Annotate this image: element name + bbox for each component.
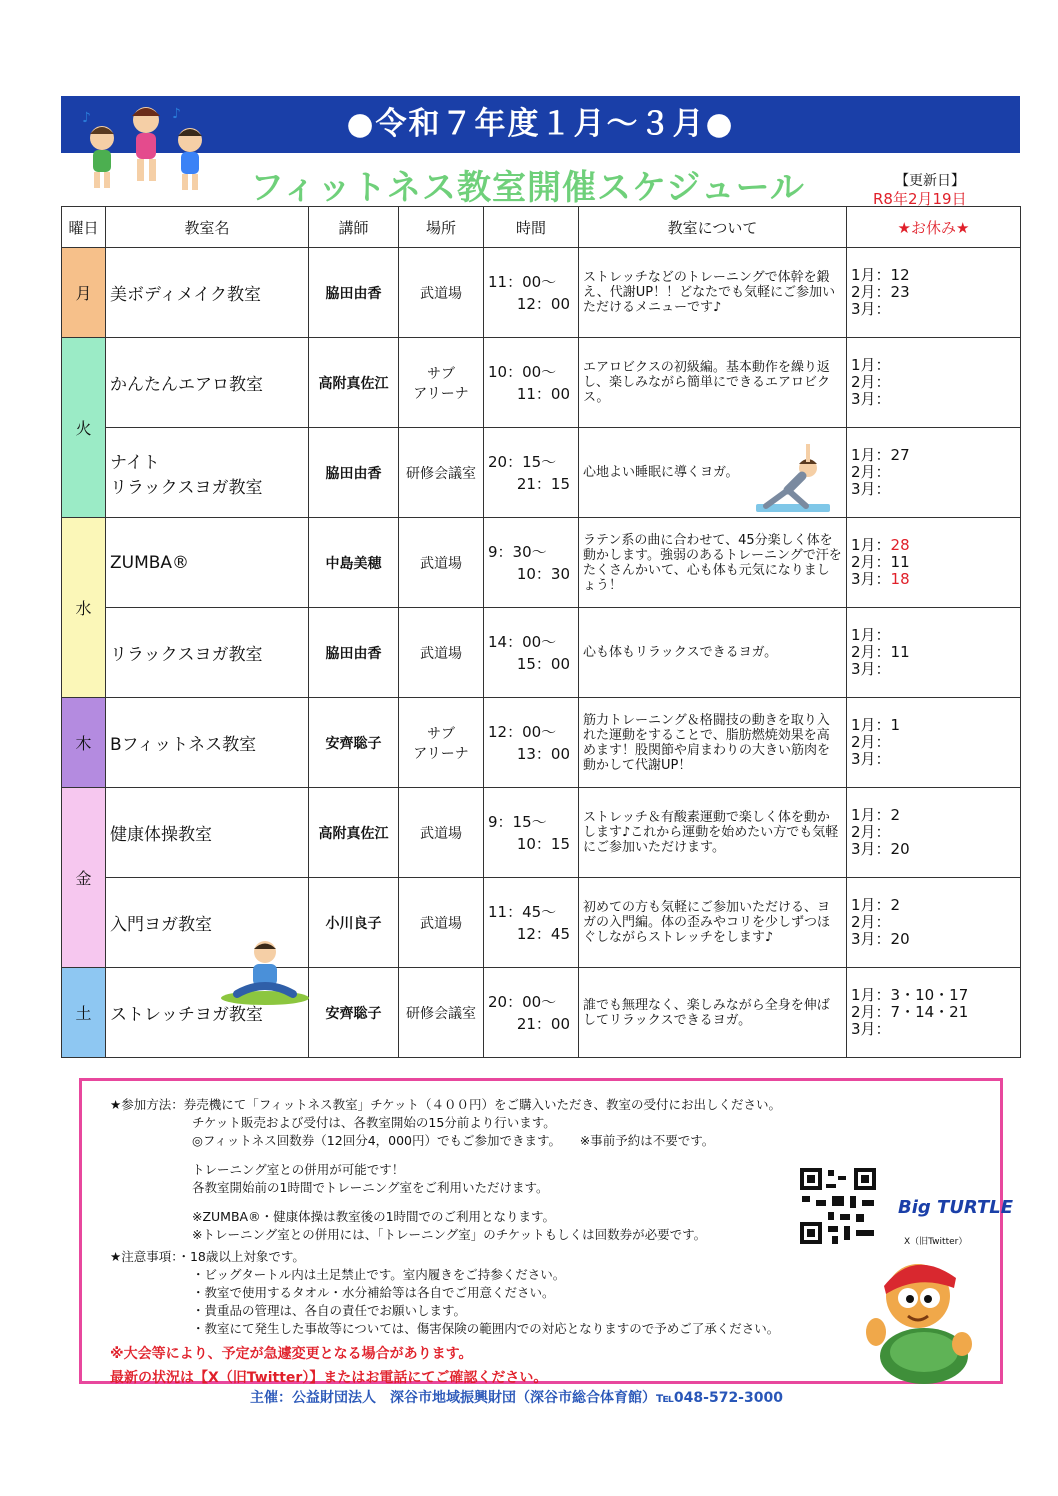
- table-row: [62, 788, 1021, 878]
- time-slot: [484, 248, 579, 338]
- holiday-line: [851, 734, 1020, 751]
- class-name: ストレッチヨガ教室: [106, 968, 309, 1058]
- holiday-month: 3月：: [851, 930, 891, 948]
- class-description: エアロビクスの初級編。基本動作を繰り返し、楽しみながら簡単にできるエアロビクス。: [579, 338, 847, 428]
- holiday-month: 3月：: [851, 570, 891, 588]
- warning-check-latest: 最新の状況は【X（旧Twitter）】またはお電話にてご確認ください。: [110, 1370, 548, 1386]
- yoga-pose-illustration: [752, 438, 832, 516]
- holiday-month: 2月：: [851, 823, 891, 841]
- holiday-line: [851, 841, 1020, 858]
- class-description: 心地よい睡眠に導くヨガ。: [579, 428, 847, 518]
- holiday-list: [847, 248, 1021, 338]
- holiday-line: [851, 1004, 1020, 1021]
- holiday-month: 2月：: [851, 283, 891, 301]
- holiday-month: 1月：: [851, 536, 891, 554]
- time-end: 15：00: [516, 654, 570, 673]
- holiday-month: 1月：: [851, 986, 891, 1004]
- time-slot: [484, 788, 579, 878]
- table-row: [62, 608, 1021, 698]
- location: サブ アリーナ: [399, 338, 484, 428]
- time-start: 11：45～: [488, 902, 557, 921]
- holiday-month: 2月：: [851, 553, 891, 571]
- running-kids-illustration: [72, 100, 222, 200]
- time-end: 10：30: [516, 564, 570, 583]
- info-line: ・ビッグタートル内は土足禁止です。室内履きをご持参ください。: [192, 1267, 566, 1282]
- holiday-line: [851, 357, 1020, 374]
- holiday-line: [851, 301, 1020, 318]
- info-line: ※ZUMBA®・健康体操は教室後の1時間でのご利用となります。: [192, 1209, 556, 1224]
- day-cell: 木: [62, 698, 106, 788]
- location: 武道場: [399, 248, 484, 338]
- day-cell: 土: [62, 968, 106, 1058]
- holiday-month: 3月：: [851, 750, 891, 768]
- holiday-line: [851, 1021, 1020, 1038]
- info-line: ・教室にて発生した事故等については、傷害保険の範囲内での対応となりますので予めご了承ください。: [192, 1321, 780, 1336]
- holiday-month: 2月：: [851, 733, 891, 751]
- svg-text:♪: ♪: [172, 106, 181, 122]
- class-description: ストレッチなどのトレーニングで体幹を鍛え、代謝UP！！どなたでも気軽にご参加いただけるメニューです♪: [579, 248, 847, 338]
- holiday-line: [851, 931, 1020, 948]
- holiday-month: 1月：: [851, 806, 891, 824]
- info-line: ★参加方法：券売機にて「フィットネス教室」チケット（４００円）をご購入いただき、教室の受付にお出しください。: [110, 1097, 781, 1112]
- header-day: 曜日: [62, 207, 106, 248]
- time-start: 9：30～: [488, 542, 547, 561]
- holiday-days: 11: [890, 643, 910, 661]
- holiday-month: 1月：: [851, 266, 891, 284]
- table-row: [62, 968, 1021, 1058]
- holiday-days: 3・10・17: [890, 986, 969, 1004]
- holiday-days: 27: [890, 446, 910, 464]
- holiday-month: 1月：: [851, 626, 891, 644]
- holiday-line: [851, 267, 1020, 284]
- updated-date: R8年2月19日: [873, 190, 967, 208]
- holiday-line: [851, 661, 1020, 678]
- holiday-days: 2: [890, 806, 901, 824]
- holiday-month: 3月：: [851, 390, 891, 408]
- time-end: 12：45: [516, 924, 570, 943]
- table-row: [62, 248, 1021, 338]
- holiday-line: [851, 751, 1020, 768]
- table-row: [62, 428, 1021, 518]
- holiday-month: 3月：: [851, 840, 891, 858]
- location: 武道場: [399, 518, 484, 608]
- holiday-month: 2月：: [851, 373, 891, 391]
- holiday-line: [851, 914, 1020, 931]
- header-about: 教室について: [579, 207, 847, 248]
- class-description: 筋力トレーニング＆格闘技の動きを取り入れた運動をすることで、脂肪燃焼効果を高めます！股関節や肩まわりの大きい筋肉を動かして代謝UP！: [579, 698, 847, 788]
- class-description: ストレッチ＆有酸素運動で楽しく体を動かします♪これから運動を始めたい方でも気軽にご参加いただけます。: [579, 788, 847, 878]
- holiday-days: 2: [890, 896, 901, 914]
- holiday-line: [851, 717, 1020, 734]
- holiday-days: 11: [890, 553, 910, 571]
- info-line: ・教室で使用するタオル・水分補給等は各自でご用意ください。: [192, 1285, 555, 1300]
- location: 武道場: [399, 788, 484, 878]
- class-name: 美ボディメイク教室: [106, 248, 309, 338]
- time-start: 20：00～: [488, 992, 557, 1011]
- location: 武道場: [399, 878, 484, 968]
- holiday-days: 18: [890, 570, 910, 588]
- time-start: 12：00～: [488, 722, 557, 741]
- holiday-month: 2月：: [851, 1003, 891, 1021]
- holiday-month: 2月：: [851, 643, 891, 661]
- holiday-line: [851, 284, 1020, 301]
- info-line: ★注意事項：・18歳以上対象です。: [110, 1249, 305, 1264]
- class-name: 健康体操教室: [106, 788, 309, 878]
- holiday-line: [851, 464, 1020, 481]
- holiday-month: 3月：: [851, 660, 891, 678]
- holiday-list: [847, 608, 1021, 698]
- time-end: 11：00: [516, 384, 570, 403]
- holiday-month: 1月：: [851, 716, 891, 734]
- info-line: ※トレーニング室との併用には、「トレーニング室」のチケットもしくは回数券が必要です。: [192, 1227, 707, 1242]
- holiday-line: [851, 447, 1020, 464]
- holiday-list: [847, 968, 1021, 1058]
- holiday-line: [851, 537, 1020, 554]
- holiday-line: [851, 824, 1020, 841]
- holiday-month: 2月：: [851, 913, 891, 931]
- day-cell: 金: [62, 788, 106, 968]
- instructor: 高附真佐江: [309, 788, 399, 878]
- time-end: 12：00: [516, 294, 570, 313]
- time-start: 10：00～: [488, 362, 557, 381]
- holiday-line: [851, 987, 1020, 1004]
- instructor: 小川良子: [309, 878, 399, 968]
- time-start: 11：00～: [488, 272, 557, 291]
- time-slot: [484, 338, 579, 428]
- location: 武道場: [399, 608, 484, 698]
- holiday-line: [851, 627, 1020, 644]
- time-slot: [484, 968, 579, 1058]
- info-line: チケット販売および受付は、各教室開始の15分前より行います。: [192, 1115, 556, 1130]
- header-holidays: ★お休み★: [847, 207, 1021, 248]
- table-row: [62, 338, 1021, 428]
- instructor: 安齊聡子: [309, 698, 399, 788]
- svg-text:♪: ♪: [82, 110, 91, 126]
- day-cell: 月: [62, 248, 106, 338]
- instructor: 高附真佐江: [309, 338, 399, 428]
- big-turtle-logo: Big TURTLE: [898, 1197, 1014, 1218]
- time-slot: [484, 698, 579, 788]
- location: 研修会議室: [399, 428, 484, 518]
- header-place: 場所: [399, 207, 484, 248]
- location: サブ アリーナ: [399, 698, 484, 788]
- header-class: 教室名: [106, 207, 309, 248]
- holiday-line: [851, 807, 1020, 824]
- time-start: 20：15～: [488, 452, 557, 471]
- holiday-list: [847, 428, 1021, 518]
- holiday-month: 1月：: [851, 896, 891, 914]
- time-start: 14：00～: [488, 632, 557, 651]
- holiday-line: [851, 481, 1020, 498]
- holiday-list: [847, 338, 1021, 428]
- qr-code[interactable]: [798, 1166, 878, 1246]
- location: 研修会議室: [399, 968, 484, 1058]
- info-line: 各教室開始前の1時間でトレーニング室をご利用いただけます。: [192, 1180, 549, 1195]
- holiday-list: [847, 878, 1021, 968]
- holiday-days: 20: [890, 840, 910, 858]
- holiday-list: [847, 788, 1021, 878]
- class-name: ZUMBA®: [106, 518, 309, 608]
- holiday-line: [851, 554, 1020, 571]
- class-description: 心も体もリラックスできるヨガ。: [579, 608, 847, 698]
- table-row: [62, 698, 1021, 788]
- header-time: 時間: [484, 207, 579, 248]
- day-cell: 水: [62, 518, 106, 698]
- instructor: 安齊聡子: [309, 968, 399, 1058]
- time-slot: [484, 428, 579, 518]
- holiday-list: [847, 698, 1021, 788]
- holiday-month: 3月：: [851, 480, 891, 498]
- holiday-line: [851, 374, 1020, 391]
- holiday-line: [851, 571, 1020, 588]
- time-end: 10：15: [516, 834, 570, 853]
- holiday-days: 20: [890, 930, 910, 948]
- instructor: 脇田由香: [309, 428, 399, 518]
- holiday-month: 3月：: [851, 300, 891, 318]
- holiday-line: [851, 391, 1020, 408]
- time-slot: [484, 518, 579, 608]
- holiday-month: 3月：: [851, 1020, 891, 1038]
- holiday-days: 12: [890, 266, 910, 284]
- table-row: [62, 518, 1021, 608]
- class-description: ラテン系の曲に合わせて、45分楽しく体を動かします。強弱のあるトレーニングで汗をたくさんかいて、心も体も元気になりましょう！: [579, 518, 847, 608]
- time-start: 9：15～: [488, 812, 547, 831]
- class-name: ナイト リラックスヨガ教室: [106, 428, 309, 518]
- instructor: 中島美穂: [309, 518, 399, 608]
- holiday-month: 1月：: [851, 356, 891, 374]
- time-end: 21：15: [516, 474, 570, 493]
- banner-title: ●令和７年度１月～３月●: [346, 106, 735, 142]
- schedule-table: [61, 206, 1021, 1058]
- class-description: 初めての方も気軽にご参加いただける、ヨガの入門編。体の歪みやコリを少しずつほぐしながらストレッチをします♪: [579, 878, 847, 968]
- updated-label: 【更新日】: [895, 173, 965, 189]
- meditation-illustration: [219, 938, 311, 1006]
- holiday-line: [851, 897, 1020, 914]
- holiday-days: 7・14・21: [890, 1003, 969, 1021]
- page-title: フィットネス教室開催スケジュール: [250, 168, 805, 208]
- class-name: かんたんエアロ教室: [106, 338, 309, 428]
- day-cell: 火: [62, 338, 106, 518]
- time-end: 13：00: [516, 744, 570, 763]
- class-name: 入門ヨガ教室: [106, 878, 309, 968]
- class-description: 誰でも無理なく、楽しみながら全身を伸ばしてリラックスできるヨガ。: [579, 968, 847, 1058]
- time-end: 21：00: [516, 1014, 570, 1033]
- class-name: リラックスヨガ教室: [106, 608, 309, 698]
- holiday-days: 23: [890, 283, 910, 301]
- qr-caption: X（旧Twitter）: [904, 1237, 968, 1247]
- holiday-line: [851, 644, 1020, 661]
- info-line: ・貴重品の管理は、各自の責任でお願いします。: [192, 1303, 467, 1318]
- header-instructor: 講師: [309, 207, 399, 248]
- holiday-month: 1月：: [851, 446, 891, 464]
- holiday-month: 2月：: [851, 463, 891, 481]
- holiday-days: 28: [890, 536, 910, 554]
- time-slot: [484, 878, 579, 968]
- holiday-list: [847, 518, 1021, 608]
- sponsor-line: 主催：公益財団法人 深谷市地域振興財団（深谷市総合体育館）℡048-572-3000: [250, 1390, 783, 1406]
- holiday-days: 1: [890, 716, 901, 734]
- turtle-mascot-illustration: [858, 1252, 978, 1388]
- table-row: [62, 878, 1021, 968]
- instructor: 脇田由香: [309, 608, 399, 698]
- class-name: Bフィットネス教室: [106, 698, 309, 788]
- info-line: トレーニング室との併用が可能です！: [192, 1162, 405, 1177]
- instructor: 脇田由香: [309, 248, 399, 338]
- time-slot: [484, 608, 579, 698]
- info-line: ◎フィットネス回数券（12回分4，000円）でもご参加できます。 ※事前予約は不要です。: [192, 1133, 715, 1148]
- warning-schedule-change: ※大会等により、予定が急遽変更となる場合があります。: [110, 1346, 473, 1362]
